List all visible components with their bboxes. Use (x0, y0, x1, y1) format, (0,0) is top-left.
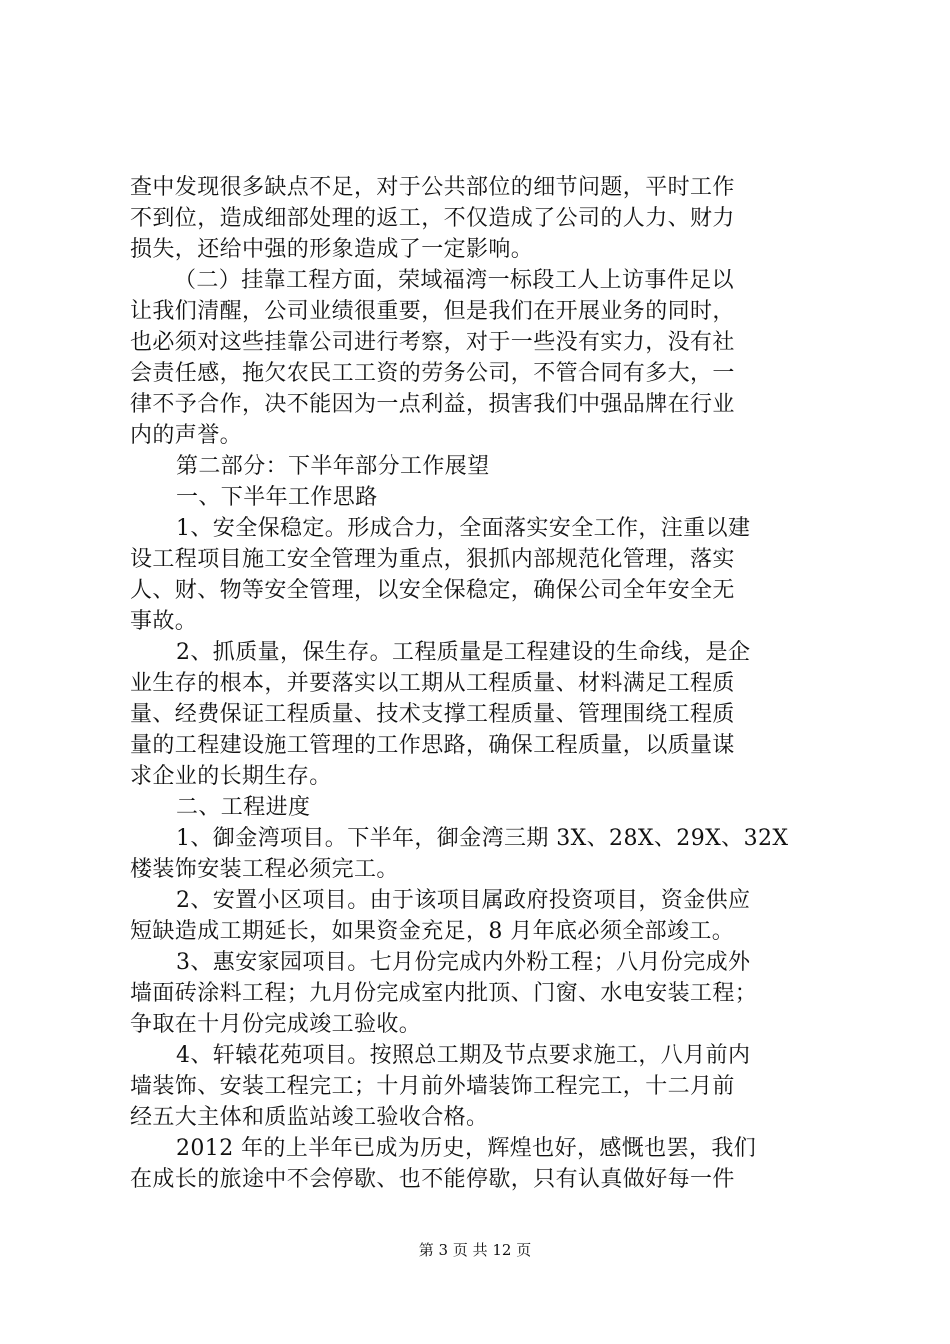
text-line: 让我们清醒，公司业绩很重要，但是我们在开展业务的同时， (130, 299, 735, 324)
text-line: 在成长的旅途中不会停歇、也不能停歇，只有认真做好每一件 (130, 1167, 735, 1192)
text-line: 一、下半年工作思路 (176, 485, 378, 510)
text-line: 业生存的根本，并要落实以工期从工程质量、材料满足工程质 (130, 671, 735, 696)
text-line: 1、安全保稳定。形成合力，全面落实安全工作，注重以建 (176, 516, 751, 541)
text-line: 1、御金湾项目。下半年，御金湾三期 3X、28X、29X、32X (176, 826, 789, 851)
text-line: （二）挂靠工程方面，荣域福湾一标段工人上访事件足以 (174, 268, 735, 293)
text-line: 墙面砖涂料工程；九月份完成室内批顶、门窗、水电安装工程； (130, 981, 758, 1006)
text-line: 楼装饰安装工程必须完工。 (130, 857, 399, 882)
text-line: 2、安置小区项目。由于该项目属政府投资项目，资金供应 (176, 888, 751, 913)
text-line: 2012 年的上半年已成为历史，辉煌也好，感慨也罢，我们 (176, 1136, 757, 1161)
text-line: 内的声誉。 (130, 423, 243, 448)
text-line: 不到位，造成细部处理的返工，不仅造成了公司的人力、财力 (130, 206, 735, 231)
text-line: 第二部分：下半年部分工作展望 (176, 454, 490, 479)
page-footer: 第 3 页 共 12 页 (418, 1241, 532, 1259)
text-line: 查中发现很多缺点不足，对于公共部位的细节问题，平时工作 (130, 175, 735, 200)
text-line: 争取在十月份完成竣工验收。 (130, 1012, 422, 1037)
text-line: 二、工程进度 (176, 795, 311, 820)
text-line: 经五大主体和质监站竣工验收合格。 (130, 1105, 489, 1130)
text-line: 损失，还给中强的形象造成了一定影响。 (130, 237, 534, 262)
document-body (130, 172, 830, 1195)
text-line: 2、抓质量，保生存。工程质量是工程建设的生命线，是企 (176, 640, 751, 665)
text-line: 求企业的长期生存。 (130, 764, 332, 789)
text-line: 人、财、物等安全管理，以安全保稳定，确保公司全年安全无 (130, 578, 735, 603)
text-line: 会责任感，拖欠农民工工资的劳务公司，不管合同有多大，一 (130, 361, 735, 386)
text-line: 4、轩辕花苑项目。按照总工期及节点要求施工，八月前内 (176, 1043, 751, 1068)
text-line: 3、惠安家园项目。七月份完成内外粉工程；八月份完成外 (176, 950, 751, 975)
text-line: 量的工程建设施工管理的工作思路，确保工程质量，以质量谋 (130, 733, 735, 758)
text-line: 墙装饰、安装工程完工；十月前外墙装饰工程完工，十二月前 (130, 1074, 735, 1099)
text-line: 律不予合作，决不能因为一点利益，损害我们中强品牌在行业 (130, 392, 735, 417)
text-line: 事故。 (130, 609, 198, 634)
text-line: 量、经费保证工程质量、技术支撑工程质量、管理围绕工程质 (130, 702, 735, 727)
text-line: 设工程项目施工安全管理为重点，狠抓内部规范化管理，落实 (130, 547, 735, 572)
text-line: 短缺造成工期延长，如果资金充足，8 月年底必须全部竣工。 (130, 919, 735, 944)
text-line: 也必须对这些挂靠公司进行考察，对于一些没有实力，没有社 (130, 330, 735, 355)
